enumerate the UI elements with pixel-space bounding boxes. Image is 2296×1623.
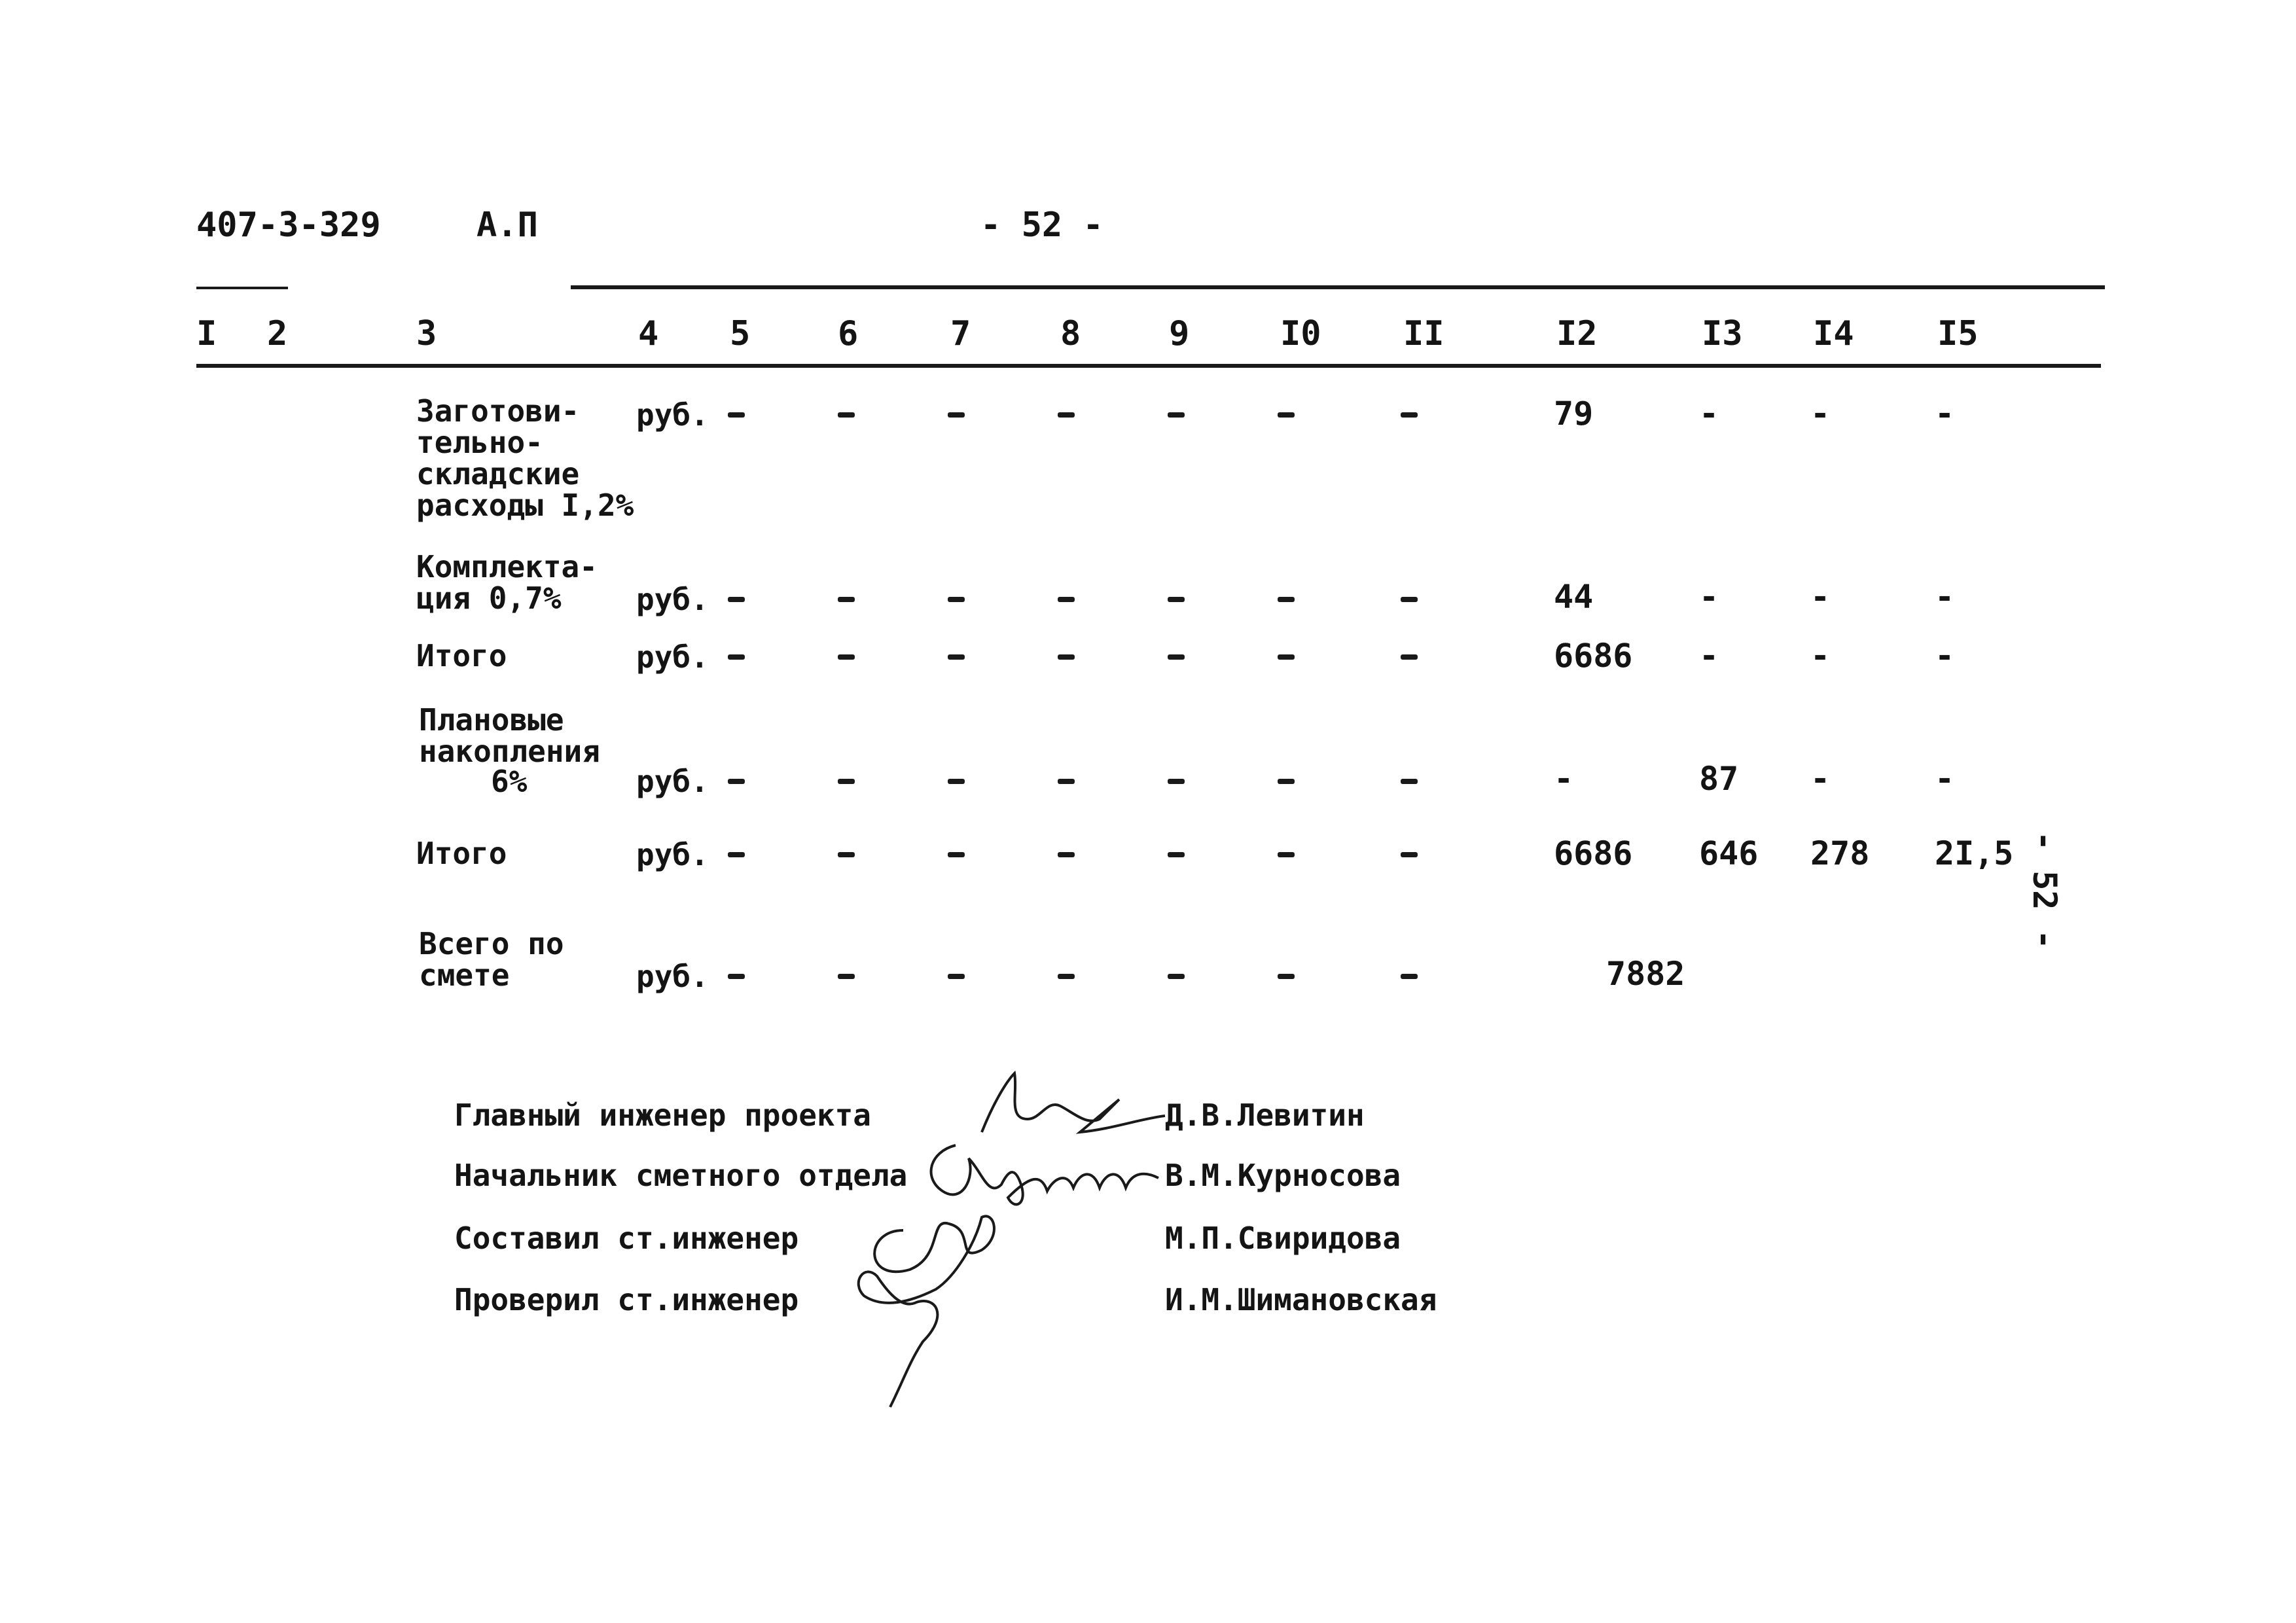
- row-unit: руб.: [636, 582, 709, 617]
- cell-13: -: [1699, 578, 1719, 616]
- cell-14: -: [1810, 578, 1831, 616]
- column-header: I4: [1813, 314, 1854, 353]
- signature-role: Составил ст.инженер: [454, 1221, 799, 1256]
- empty-cell: [1168, 654, 1185, 660]
- empty-cell: [838, 974, 855, 979]
- empty-cell: [1168, 597, 1185, 602]
- empty-cell: [948, 974, 965, 979]
- row-label-line: Заготови-: [416, 393, 580, 429]
- empty-cell: [728, 779, 745, 784]
- empty-cell: [1278, 412, 1295, 418]
- column-header: 9: [1169, 314, 1190, 353]
- empty-cell: [1058, 597, 1075, 602]
- column-header: 8: [1060, 314, 1081, 353]
- empty-cell: [1168, 779, 1185, 784]
- empty-cell: [728, 412, 745, 418]
- cell-13: -: [1699, 395, 1719, 433]
- signature-name: М.П.Свиридова: [1165, 1221, 1401, 1256]
- column-header: 7: [950, 314, 971, 353]
- empty-cell: [948, 779, 965, 784]
- cell-14: 278: [1810, 834, 1870, 872]
- column-header: 3: [416, 314, 437, 353]
- signature-role: Проверил ст.инженер: [454, 1282, 799, 1317]
- signature-name: В.М.Курносова: [1165, 1158, 1401, 1193]
- empty-cell: [728, 597, 745, 602]
- empty-cell: [1168, 852, 1185, 857]
- column-header: 2: [267, 314, 288, 353]
- header-rule: [196, 364, 2101, 368]
- empty-cell: [838, 597, 855, 602]
- cell-13: 87: [1699, 760, 1739, 798]
- empty-cell: [1401, 974, 1418, 979]
- row-label-line: ция 0,7%: [416, 580, 562, 616]
- empty-cell: [1058, 974, 1075, 979]
- grand-total: 7882: [1606, 955, 1685, 993]
- row-label-line: Плановые: [419, 702, 564, 738]
- column-header: 4: [638, 314, 659, 353]
- empty-cell: [838, 779, 855, 784]
- row-unit: руб.: [636, 639, 709, 675]
- column-header: II: [1403, 314, 1444, 353]
- row-unit: руб.: [636, 397, 709, 433]
- row-label-line: Итого: [416, 638, 507, 673]
- empty-cell: [838, 654, 855, 660]
- empty-cell: [1278, 974, 1295, 979]
- row-label-line: Всего по: [419, 926, 564, 961]
- empty-cell: [838, 852, 855, 857]
- empty-cell: [1401, 654, 1418, 660]
- empty-cell: [1401, 597, 1418, 602]
- cell-14: -: [1810, 395, 1831, 433]
- row-label-line: складские: [416, 456, 580, 491]
- empty-cell: [948, 654, 965, 660]
- empty-cell: [1278, 852, 1295, 857]
- row-unit: руб.: [636, 764, 709, 799]
- empty-cell: [728, 852, 745, 857]
- cell-15: -: [1935, 760, 1955, 798]
- cell-15: 2I,5: [1935, 834, 2014, 872]
- column-header: I0: [1280, 314, 1321, 353]
- signature-scribble: [825, 1204, 1021, 1420]
- empty-cell: [1058, 654, 1075, 660]
- empty-cell: [1401, 852, 1418, 857]
- empty-cell: [1278, 779, 1295, 784]
- empty-cell: [1401, 779, 1418, 784]
- cell-12: 6686: [1554, 834, 1633, 872]
- empty-cell: [1168, 412, 1185, 418]
- row-label-line: тельно-: [416, 425, 543, 460]
- row-unit: руб.: [636, 837, 709, 872]
- page-number: - 52 -: [980, 205, 1103, 245]
- margin-page-number: - 52 -: [2026, 831, 2064, 950]
- row-label-line: Итого: [416, 836, 507, 871]
- cell-12: 79: [1554, 395, 1594, 433]
- empty-cell: [1168, 974, 1185, 979]
- empty-cell: [948, 597, 965, 602]
- empty-cell: [1058, 412, 1075, 418]
- empty-cell: [838, 412, 855, 418]
- signature-name: Д.В.Левитин: [1165, 1097, 1365, 1133]
- empty-cell: [1401, 412, 1418, 418]
- signature-role: Главный инженер проекта: [454, 1097, 871, 1133]
- row-label-line: накопления: [419, 734, 600, 769]
- row-label-line: смете: [419, 957, 510, 993]
- empty-cell: [1058, 779, 1075, 784]
- row-label-line: Комплекта-: [416, 549, 598, 584]
- document-number: 407-3-329: [196, 205, 381, 245]
- top-rule-short: [196, 287, 288, 289]
- empty-cell: [728, 974, 745, 979]
- signature-scribble: [969, 1060, 1178, 1139]
- cell-15: -: [1935, 395, 1955, 433]
- cell-13: 646: [1699, 834, 1759, 872]
- column-header: 6: [838, 314, 859, 353]
- empty-cell: [1278, 654, 1295, 660]
- column-header: 5: [730, 314, 751, 353]
- cell-12: 6686: [1554, 637, 1633, 675]
- cell-14: -: [1810, 637, 1831, 675]
- cell-12: 44: [1554, 578, 1594, 616]
- row-unit: руб.: [636, 959, 709, 994]
- cell-15: -: [1935, 637, 1955, 675]
- row-label-line: 6%: [491, 764, 528, 799]
- cell-14: -: [1810, 760, 1831, 798]
- top-rule: [571, 285, 2105, 289]
- signature-name: И.М.Шимановская: [1165, 1282, 1437, 1317]
- column-header: I: [196, 314, 217, 353]
- row-label-line: расходы I,2%: [416, 488, 634, 523]
- cell-12: -: [1554, 760, 1574, 798]
- cell-15: -: [1935, 578, 1955, 616]
- empty-cell: [728, 654, 745, 660]
- empty-cell: [948, 412, 965, 418]
- album-label: А.П: [476, 205, 538, 245]
- empty-cell: [1278, 597, 1295, 602]
- column-header: I3: [1702, 314, 1743, 353]
- empty-cell: [1058, 852, 1075, 857]
- cell-13: -: [1699, 637, 1719, 675]
- column-header: I5: [1937, 314, 1979, 353]
- signature-role: Начальник сметного отдела: [454, 1158, 908, 1193]
- column-header: I2: [1556, 314, 1598, 353]
- empty-cell: [948, 852, 965, 857]
